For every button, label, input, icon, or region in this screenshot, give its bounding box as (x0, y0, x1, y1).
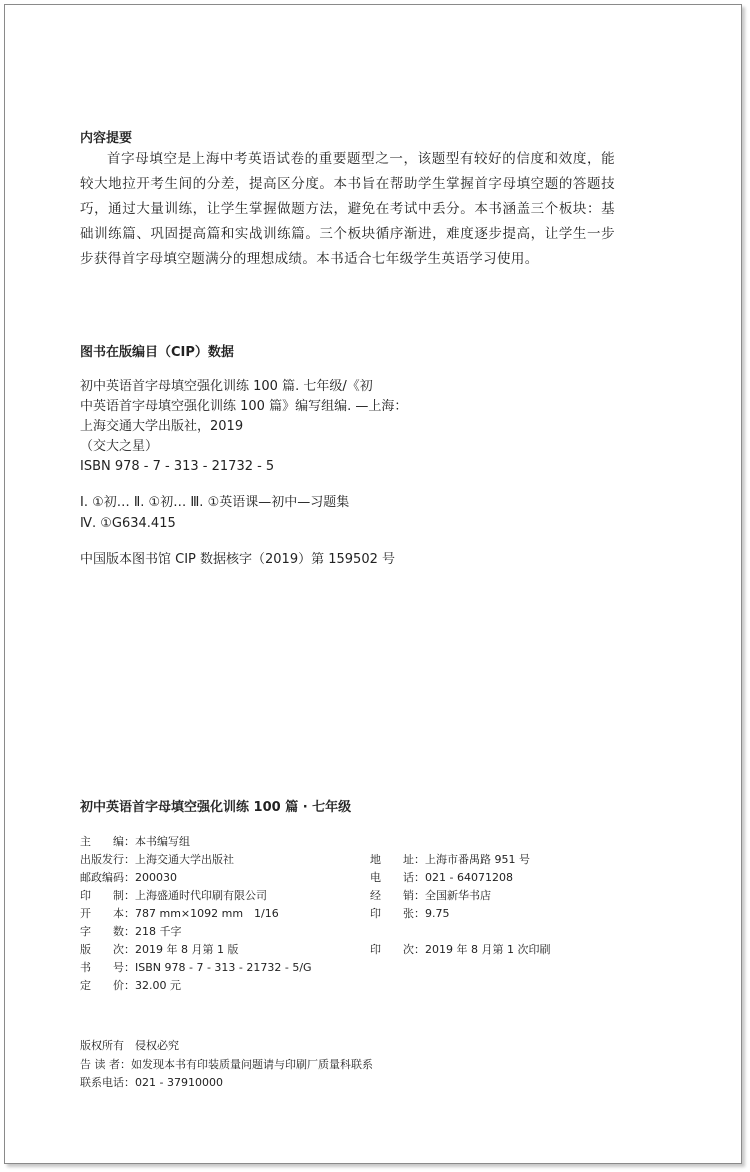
copyright-block (80, 1037, 373, 1093)
cip-line: 初中英语首字母填空强化训练 100 篇. 七年级/《初 (80, 379, 373, 394)
specs-right (370, 851, 550, 959)
summary-heading: 内容提要 (80, 131, 133, 146)
classification-line: Ⅰ. ①初… Ⅱ. ①初… Ⅲ. ①英语课—初中—习题集 (80, 495, 350, 510)
spec-label: 出版发行： (80, 853, 135, 866)
spec-row (80, 923, 312, 941)
summary-paragraph: 首字母填空是上海中考英语试卷的重要题型之一，该题型有较好的信度和效度，能较大地拉开考生间的分差，提高区分度。本书旨在帮助学生掌握首字母填空题的答题技巧，通过大量训练，让学生掌握做题方法，避免在考试中丢分。本书涵盖三个板块：基础训练篇、巩固提高篇和实战训练篇。三个板块循序渐进，难度逐步提高，让学生一步步获得首字母填空题满分的理想成绩。本书适合七年级学生英语学习使用。 (80, 151, 615, 267)
spec-value: 787 mm×1092 mm 1/16 (135, 907, 279, 920)
contact-phone: 联系电话：021 - 37910000 (80, 1076, 223, 1089)
spec-label: 书 号： (80, 961, 135, 974)
spec-row (80, 869, 312, 887)
cip-note: 中国版本图书馆 CIP 数据核字（2019）第 159502 号 (80, 552, 395, 567)
cip-classification (80, 492, 349, 534)
spec-row (80, 833, 312, 851)
spec-value: 上海交通大学出版社 (135, 853, 234, 866)
cip-line: 上海交通大学出版社，2019 (80, 419, 244, 434)
copyright-line: 版权所有 侵权必究 (80, 1039, 179, 1052)
spec-label: 定 价： (80, 979, 135, 992)
reader-notice: 告 读 者：如发现本书有印装质量问题请与印刷厂质量科联系 (80, 1057, 373, 1071)
spec-label: 印 制： (80, 889, 135, 902)
spec-row (80, 905, 312, 923)
spec-label: 字 数： (80, 925, 135, 938)
spec-label: 版 次： (80, 943, 135, 956)
cip-line: ISBN 978 - 7 - 313 - 21732 - 5 (80, 459, 275, 474)
spec-row (370, 851, 550, 869)
book-title: 初中英语首字母填空强化训练 100 篇 · 七年级 (80, 800, 352, 815)
spec-value: 2019 年 8 月第 1 版 (135, 943, 239, 956)
spec-label: 主 编： (80, 835, 135, 848)
spec-value: ISBN 978 - 7 - 313 - 21732 - 5/G (135, 961, 312, 974)
spec-value: 本书编写组 (135, 835, 190, 848)
spec-label: 地 址： (370, 853, 425, 866)
copyright-page (4, 4, 742, 1164)
spec-row (370, 887, 550, 905)
spec-label: 电 话： (370, 871, 425, 884)
spec-label: 印 次： (370, 943, 425, 956)
classification-line: Ⅳ. ①G634.415 (80, 516, 176, 531)
spec-label: 经 销： (370, 889, 425, 902)
spec-row (80, 941, 312, 959)
spec-row (370, 923, 550, 941)
specs-left (80, 833, 312, 995)
cip-line: （交大之星） (80, 439, 159, 454)
spec-value: 全国新华书店 (425, 889, 491, 902)
spec-row (80, 851, 312, 869)
spec-value: 上海市番禺路 951 号 (425, 853, 530, 866)
spec-row (80, 959, 312, 977)
spec-label: 邮政编码： (80, 871, 135, 884)
spec-row (80, 887, 312, 905)
spec-row (370, 905, 550, 923)
cip-record (80, 377, 407, 477)
spec-value: 218 千字 (135, 925, 182, 938)
spec-value: 200030 (135, 871, 177, 884)
spec-label: 开 本： (80, 907, 135, 920)
spec-value: 9.75 (425, 907, 450, 920)
cip-line: 中英语首字母填空强化训练 100 篇》编写组编. —上海： (80, 399, 408, 414)
spec-label: 印 张： (370, 907, 425, 920)
spec-value: 32.00 元 (135, 979, 181, 992)
cip-heading: 图书在版编目（CIP）数据 (80, 345, 234, 360)
spec-row (370, 869, 550, 887)
spec-value: 2019 年 8 月第 1 次印刷 (425, 943, 551, 956)
spec-value: 上海盛通时代印刷有限公司 (135, 889, 267, 902)
spec-row (370, 941, 550, 959)
spec-row (80, 977, 312, 995)
spec-value: 021 - 64071208 (425, 871, 513, 884)
